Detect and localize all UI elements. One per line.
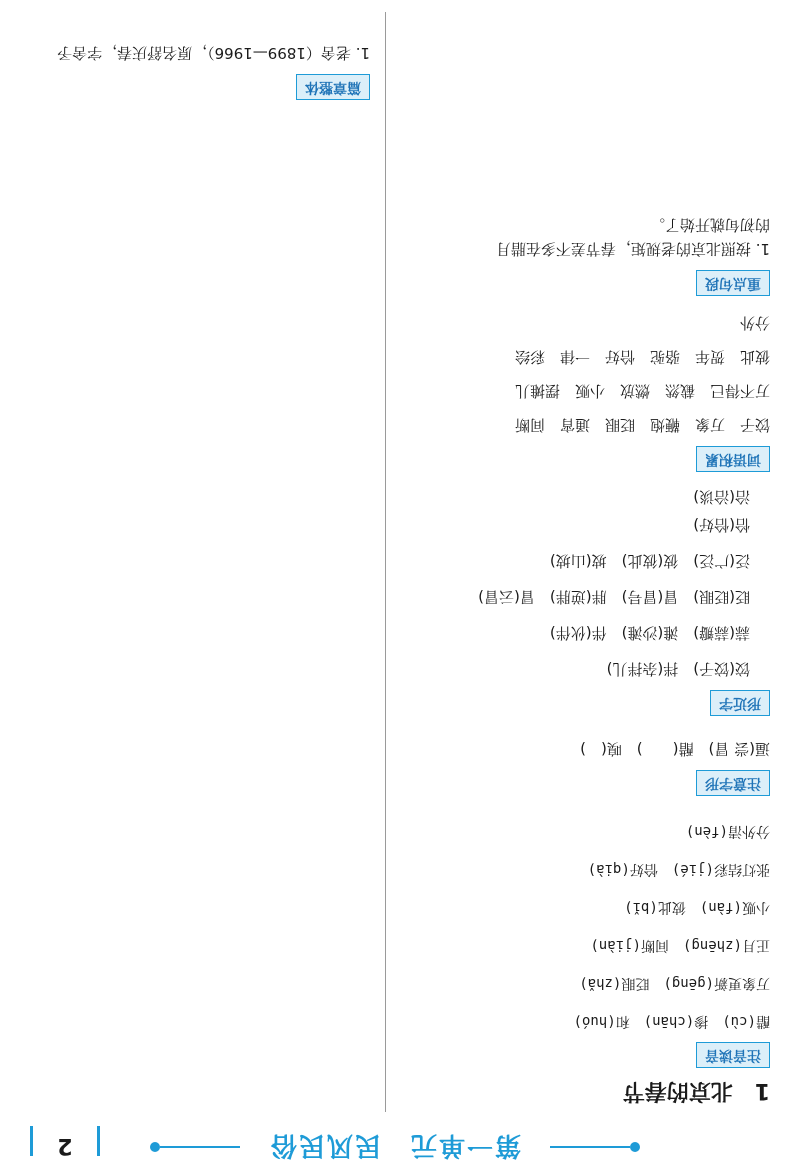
section-tag-key-sentences: 重点句段 [696, 270, 770, 296]
similar-row: 洽(洽谈) [693, 488, 750, 506]
similar-row: 饺(饺子) 拌(杂拌儿) [606, 660, 750, 678]
pronunciation-line: 张灯结彩(jié) 恰好(qià) [587, 861, 770, 877]
section-tag-correct-char: 注意字形 [696, 770, 770, 796]
similar-row: 蒜(蒜瓣) 滩(沙滩) 伴(伙伴) [549, 624, 750, 642]
unit-title: 第一单元 民风民俗 [269, 1130, 522, 1160]
pronunciation-line: 正月(zhēng) 间断(jiàn) [590, 937, 770, 953]
pronunciation-line: 醋(cù) 掺(chān) 和(huó) [573, 1013, 770, 1029]
similar-row: 恰(恰好) [693, 516, 750, 534]
header-dot [150, 1142, 160, 1152]
key-paragraph-line: 1. 按照北京的老规矩，春节差不多在腊月 [495, 240, 770, 258]
header-dot [630, 1142, 640, 1152]
key-paragraph-line: 的初旬就开始了。 [649, 216, 770, 234]
similar-row: 泛(广泛) 彼(彼此) 坡(山坡) [549, 552, 750, 570]
pronunciation-line: 分外清(fèn) [685, 823, 770, 839]
header-line-right [160, 1146, 240, 1148]
vocab-row: 万不得已 截然 燃放 小贩 摆摊儿 [514, 382, 770, 400]
correct-char-line: 逼(尝 冒) 醋( ) 嗅( ) [580, 740, 770, 758]
section-tag-pronunciation: 注音读音 [696, 1042, 770, 1068]
vocab-row: 彼此 贺年 骆驼 恰好 一律 彩绘 [514, 348, 770, 366]
header-line-left [550, 1146, 630, 1148]
pronunciation-line: 万象更新(gēng) 眨眼(zhǎ) [579, 975, 770, 991]
lesson-title: 1 北京的春节 [622, 1078, 770, 1103]
similar-row: 眨(眨眼) 冒(冒号) 胖(逆胖) 冒(云冒) [478, 588, 750, 606]
section-tag-summary: 篇章整体 [296, 74, 370, 100]
section-tag-vocab: 词语积累 [696, 446, 770, 472]
column-divider [385, 12, 386, 1112]
vocab-row: 饺子 万象 鞭炮 眨眼 通宵 间断 [514, 416, 770, 434]
pronunciation-line: 小贩(fàn) 彼此(bǐ) [624, 899, 770, 915]
summary-line: 1. 老舍（1899—1966），原名舒庆春，字舍予 [57, 44, 370, 62]
page-number: 2 [57, 1133, 73, 1158]
section-tag-similar: 形近字 [710, 690, 770, 716]
vocab-row: 分外 [739, 314, 770, 332]
